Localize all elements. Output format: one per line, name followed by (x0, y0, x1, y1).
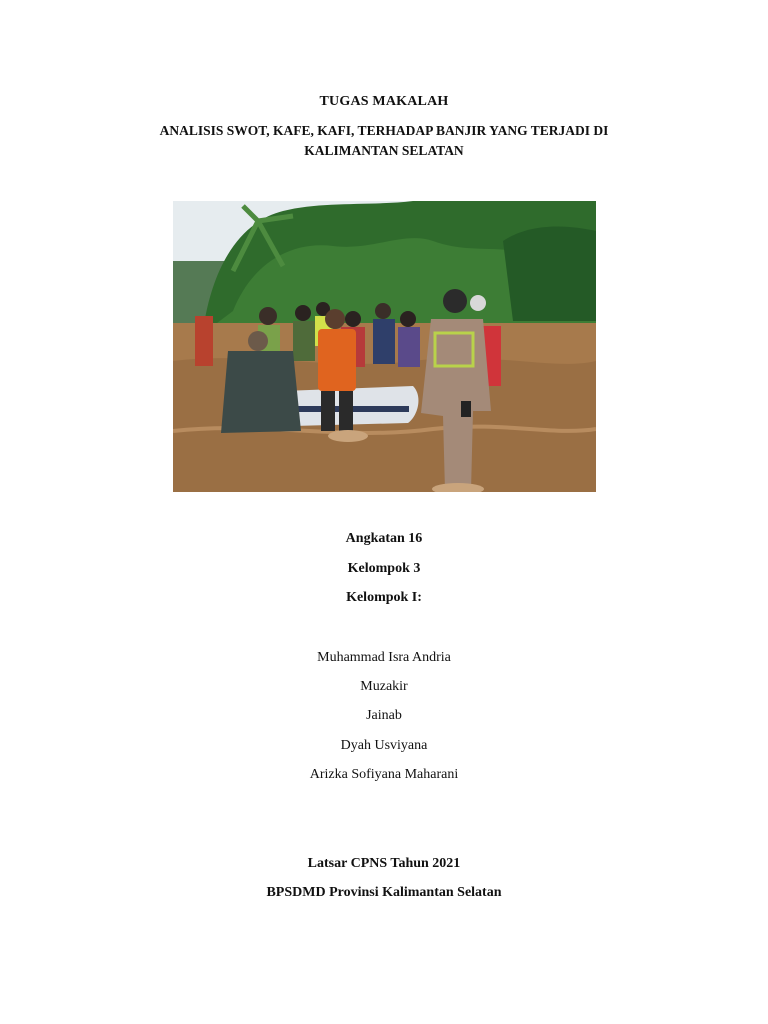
document-subtitle-line-2: KALIMANTAN SELATAN (304, 143, 464, 158)
institution-label: BPSDMD Provinsi Kalimantan Selatan (266, 885, 502, 900)
member-name: Muzakir (360, 679, 408, 694)
member-name: Arizka Sofiyana Maharani (309, 767, 459, 782)
member-name: Dyah Usviyana (340, 738, 428, 753)
cohort-label: Angkatan 16 (345, 531, 423, 546)
group-members-heading: Kelompok I: (346, 590, 422, 605)
member-name: Muhammad Isra Andria (317, 650, 451, 665)
member-name: Jainab (366, 708, 402, 723)
flood-rescue-photo (173, 201, 596, 492)
document-subtitle-line-1: ANALISIS SWOT, KAFE, KAFI, TERHADAP BANJIR YANG TERJADI DI (159, 123, 609, 138)
group-number-label: Kelompok 3 (347, 561, 421, 576)
document-title: TUGAS MAKALAH (319, 94, 449, 109)
program-label: Latsar CPNS Tahun 2021 (307, 856, 461, 871)
